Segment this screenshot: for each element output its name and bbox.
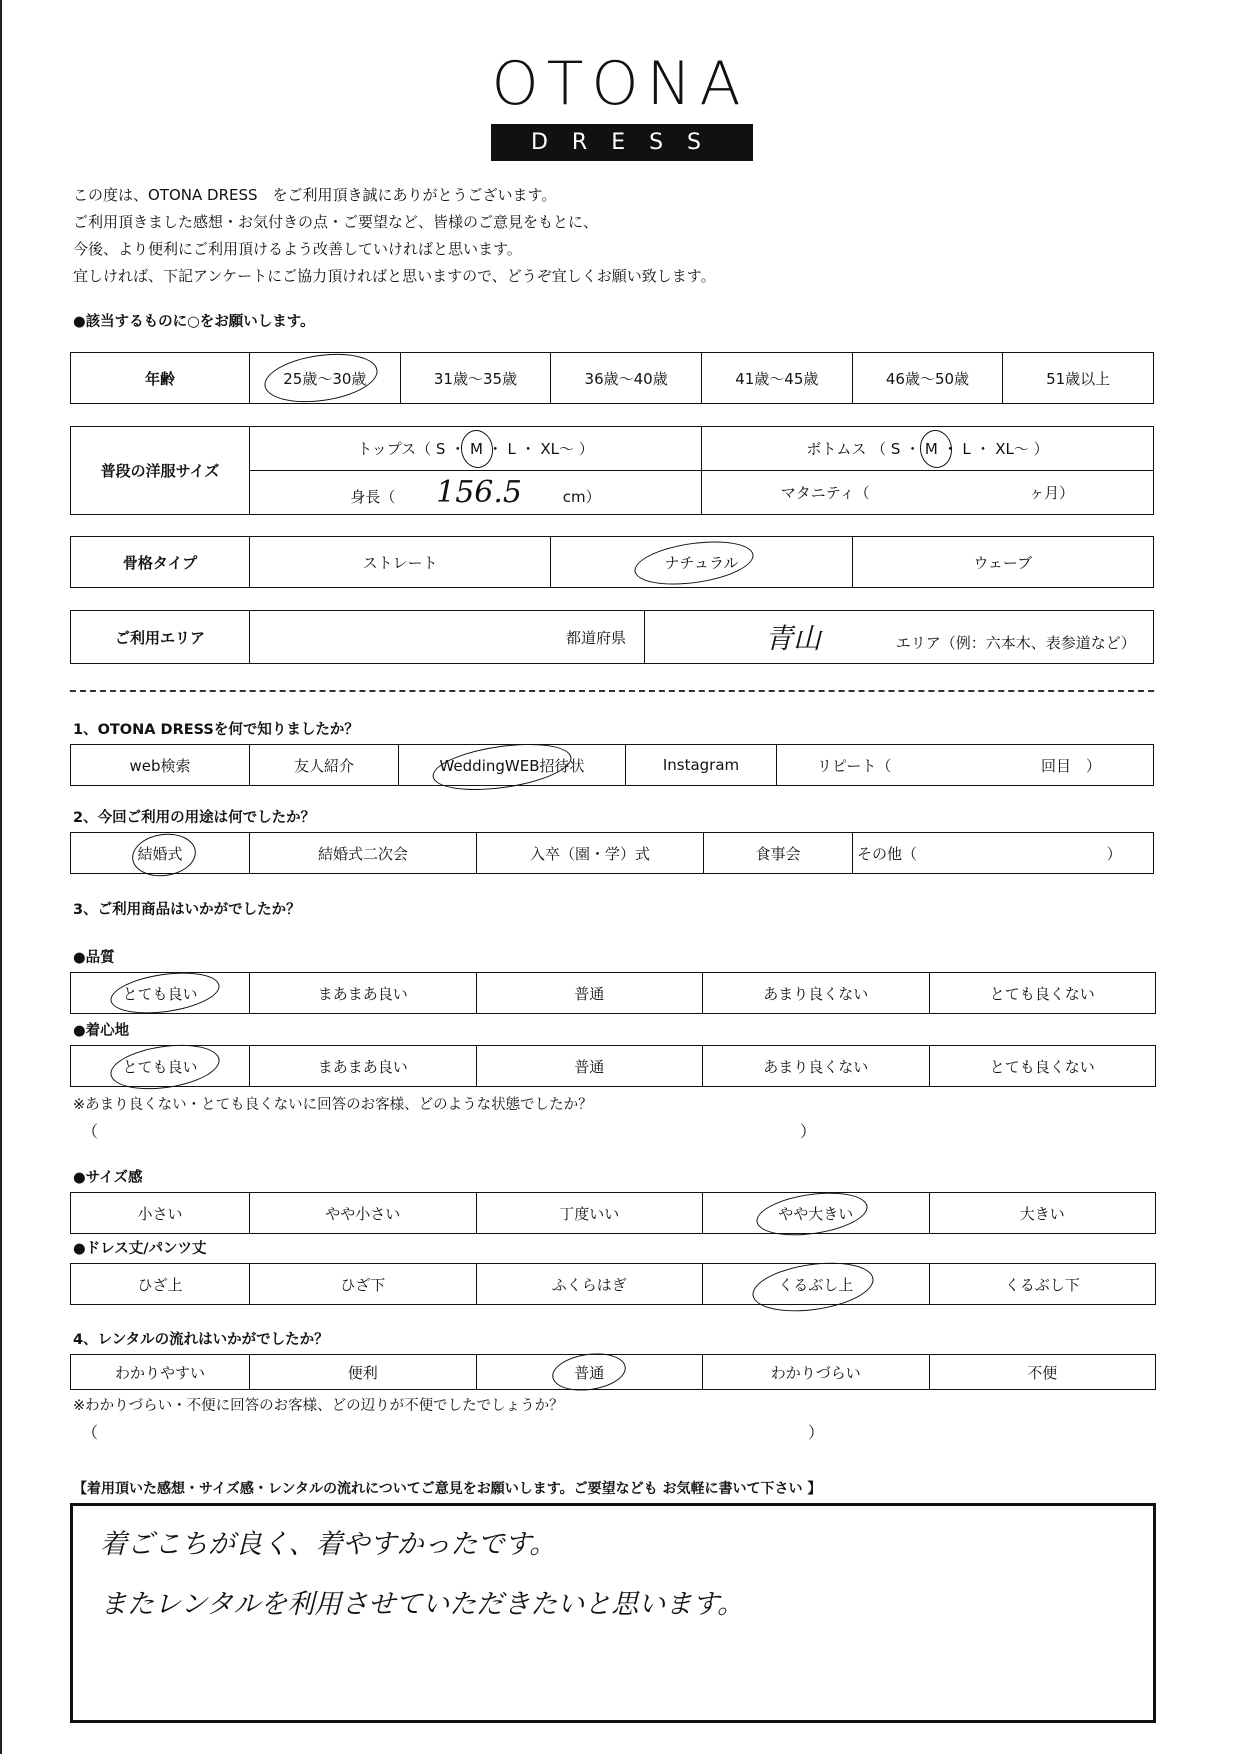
height-label: 身長（ bbox=[350, 488, 396, 506]
other-label: その他（ bbox=[857, 844, 918, 863]
size-feel-option[interactable]: 小さい bbox=[71, 1193, 250, 1234]
intro-line: 今後、より便利にご利用頂けるよう改善していければと思います。 bbox=[73, 240, 522, 258]
intro-line: ご利用頂きました感想・お気付きの点・ご要望など、皆様のご意見をもとに、 bbox=[73, 213, 599, 231]
height-value: 156.5 bbox=[436, 475, 523, 510]
quality-option[interactable]: あまり良くない bbox=[703, 973, 930, 1014]
quality-option[interactable]: 普通 bbox=[476, 973, 703, 1014]
length-option[interactable]: くるぶし下 bbox=[929, 1264, 1156, 1305]
quality-option[interactable]: まあまあ良い bbox=[250, 973, 477, 1014]
area-example-label: エリア（例：六本木、表参道など） bbox=[895, 634, 1136, 652]
maternity-label: マタニティ（ bbox=[780, 484, 870, 502]
intro-line: 宜しければ、下記アンケートにご協力頂ければと思いますので、どうぞ宜しくお願い致します。 bbox=[73, 267, 716, 285]
q1-table bbox=[70, 744, 1154, 786]
body-type-option[interactable]: ウェーブ bbox=[852, 537, 1153, 588]
intro-line: この度は、OTONA DRESS をご利用頂き誠にありがとうございます。 bbox=[73, 186, 557, 204]
comfort-option[interactable]: まあまあ良い bbox=[250, 1046, 477, 1087]
age-option[interactable]: 41歳～45歳 bbox=[701, 353, 852, 404]
quality-table bbox=[70, 972, 1156, 1014]
area-field[interactable] bbox=[645, 611, 1154, 664]
q4-note-paren-open: （ bbox=[82, 1423, 99, 1442]
length-option[interactable]: ひざ下 bbox=[250, 1264, 477, 1305]
q2-option-other[interactable] bbox=[853, 833, 1154, 874]
q2-option[interactable]: 入卒（園・学）式 bbox=[477, 833, 704, 874]
brand-logo-top: OTONA bbox=[491, 49, 749, 119]
comfort-table bbox=[70, 1045, 1156, 1087]
length-label: ●ドレス丈/パンツ丈 bbox=[73, 1241, 207, 1257]
prefecture-field[interactable] bbox=[250, 611, 645, 664]
q4-option[interactable]: わかりやすい bbox=[71, 1355, 250, 1390]
quality-label: ●品質 bbox=[73, 950, 115, 966]
height-unit: cm） bbox=[562, 488, 601, 506]
length-option[interactable]: くるぶし上 bbox=[703, 1264, 930, 1305]
comfort-option[interactable]: 普通 bbox=[476, 1046, 703, 1087]
maternity-field[interactable] bbox=[702, 471, 1154, 515]
length-table bbox=[70, 1263, 1156, 1305]
q4-option[interactable]: 普通 bbox=[476, 1355, 703, 1390]
body-type-option[interactable]: ナチュラル bbox=[551, 537, 852, 588]
body-type-option[interactable]: ストレート bbox=[250, 537, 551, 588]
instruction: ●該当するものに○をお願いします。 bbox=[73, 314, 315, 330]
q1-option[interactable]: web検索 bbox=[71, 745, 250, 786]
length-option[interactable]: ふくらはぎ bbox=[476, 1264, 703, 1305]
age-label: 年齢 bbox=[71, 353, 250, 404]
comfort-option[interactable]: とても良くない bbox=[929, 1046, 1156, 1087]
size-feel-option[interactable]: 丁度いい bbox=[476, 1193, 703, 1234]
age-option[interactable]: 31歳～35歳 bbox=[400, 353, 551, 404]
age-table bbox=[70, 352, 1154, 404]
comfort-note-paren-close: ） bbox=[800, 1122, 817, 1141]
size-feel-label: ●サイズ感 bbox=[73, 1170, 143, 1186]
q4-note: ※わかりづらい・不便に回答のお客様、どの辺りが不便でしたでしょうか？ bbox=[73, 1398, 564, 1414]
area-table bbox=[70, 610, 1154, 664]
q4-title: 4、レンタルの流れはいかがでしたか？ bbox=[73, 1332, 329, 1348]
bottoms-size-options[interactable]: ボトムス （ S ・ M ・ L ・ XL～ ） bbox=[702, 427, 1154, 471]
age-option[interactable]: 25歳～30歳 bbox=[250, 353, 401, 404]
q4-note-paren-close: ） bbox=[808, 1423, 825, 1442]
size-feel-option[interactable]: やや小さい bbox=[250, 1193, 477, 1234]
other-close: ） bbox=[1106, 844, 1122, 863]
prefecture-label: 都道府県 bbox=[565, 628, 626, 647]
maternity-unit: ヶ月） bbox=[1029, 484, 1075, 502]
height-field[interactable] bbox=[250, 471, 702, 515]
brand-logo-band: DRESS bbox=[491, 124, 753, 161]
body-type-label: 骨格タイプ bbox=[71, 537, 250, 588]
tops-size-options[interactable]: トップス（ S ・ M ・ L ・ XL～ ） bbox=[250, 427, 702, 471]
q1-option-repeat[interactable] bbox=[777, 745, 1154, 786]
age-option[interactable]: 51歳以上 bbox=[1003, 353, 1154, 404]
length-option[interactable]: ひざ上 bbox=[71, 1264, 250, 1305]
size-table bbox=[70, 426, 1154, 515]
q4-option[interactable]: 不便 bbox=[929, 1355, 1156, 1390]
q2-title: 2、今回ご利用の用途は何でしたか？ bbox=[73, 810, 316, 826]
q1-option[interactable]: Instagram bbox=[626, 745, 777, 786]
repeat-count-label: 回目 ） bbox=[1040, 756, 1101, 775]
q2-table bbox=[70, 832, 1154, 874]
repeat-label: リピート（ bbox=[817, 756, 892, 775]
q4-option[interactable]: 便利 bbox=[250, 1355, 477, 1390]
q2-option[interactable]: 結婚式 bbox=[71, 833, 250, 874]
q3-title: 3、ご利用商品はいかがでしたか？ bbox=[73, 902, 301, 918]
page-edge-line bbox=[0, 0, 2, 1754]
comfort-label: ●着心地 bbox=[73, 1023, 130, 1039]
q4-option[interactable]: わかりづらい bbox=[703, 1355, 930, 1390]
quality-option[interactable]: とても良い bbox=[71, 973, 250, 1014]
area-label: ご利用エリア bbox=[71, 611, 250, 664]
age-option[interactable]: 36歳～40歳 bbox=[551, 353, 702, 404]
comfort-option[interactable]: とても良い bbox=[71, 1046, 250, 1087]
age-option[interactable]: 46歳～50歳 bbox=[852, 353, 1003, 404]
size-feel-table bbox=[70, 1192, 1156, 1234]
intro-text bbox=[73, 182, 716, 290]
area-value: 青山 bbox=[765, 622, 822, 655]
body-type-table bbox=[70, 536, 1154, 588]
comfort-note: ※あまり良くない・とても良くないに回答のお客様、どのような状態でしたか？ bbox=[73, 1097, 593, 1113]
section-divider bbox=[70, 690, 1154, 692]
size-label: 普段の洋服サイズ bbox=[71, 427, 250, 515]
comfort-note-paren-open: （ bbox=[82, 1122, 99, 1141]
size-feel-option[interactable]: 大きい bbox=[929, 1193, 1156, 1234]
q1-option[interactable]: 友人紹介 bbox=[250, 745, 399, 786]
comment-line: またレンタルを利用させていただきたいと思います。 bbox=[100, 1589, 745, 1620]
q1-title: 1、OTONA DRESSを何で知りましたか？ bbox=[73, 722, 359, 738]
quality-option[interactable]: とても良くない bbox=[929, 973, 1156, 1014]
q1-option[interactable]: WeddingWEB招待状 bbox=[399, 745, 626, 786]
comment-title: 【着用頂いた感想・サイズ感・レンタルの流れについてご意見をお願いします。ご要望なども お気軽に書いて下さい 】 bbox=[73, 1481, 822, 1497]
size-feel-option[interactable]: やや大きい bbox=[703, 1193, 930, 1234]
q2-option[interactable]: 食事会 bbox=[704, 833, 853, 874]
q2-option[interactable]: 結婚式二次会 bbox=[250, 833, 477, 874]
comfort-option[interactable]: あまり良くない bbox=[703, 1046, 930, 1087]
comment-line: 着ごこちが良く、着やすかったです。 bbox=[100, 1529, 557, 1560]
